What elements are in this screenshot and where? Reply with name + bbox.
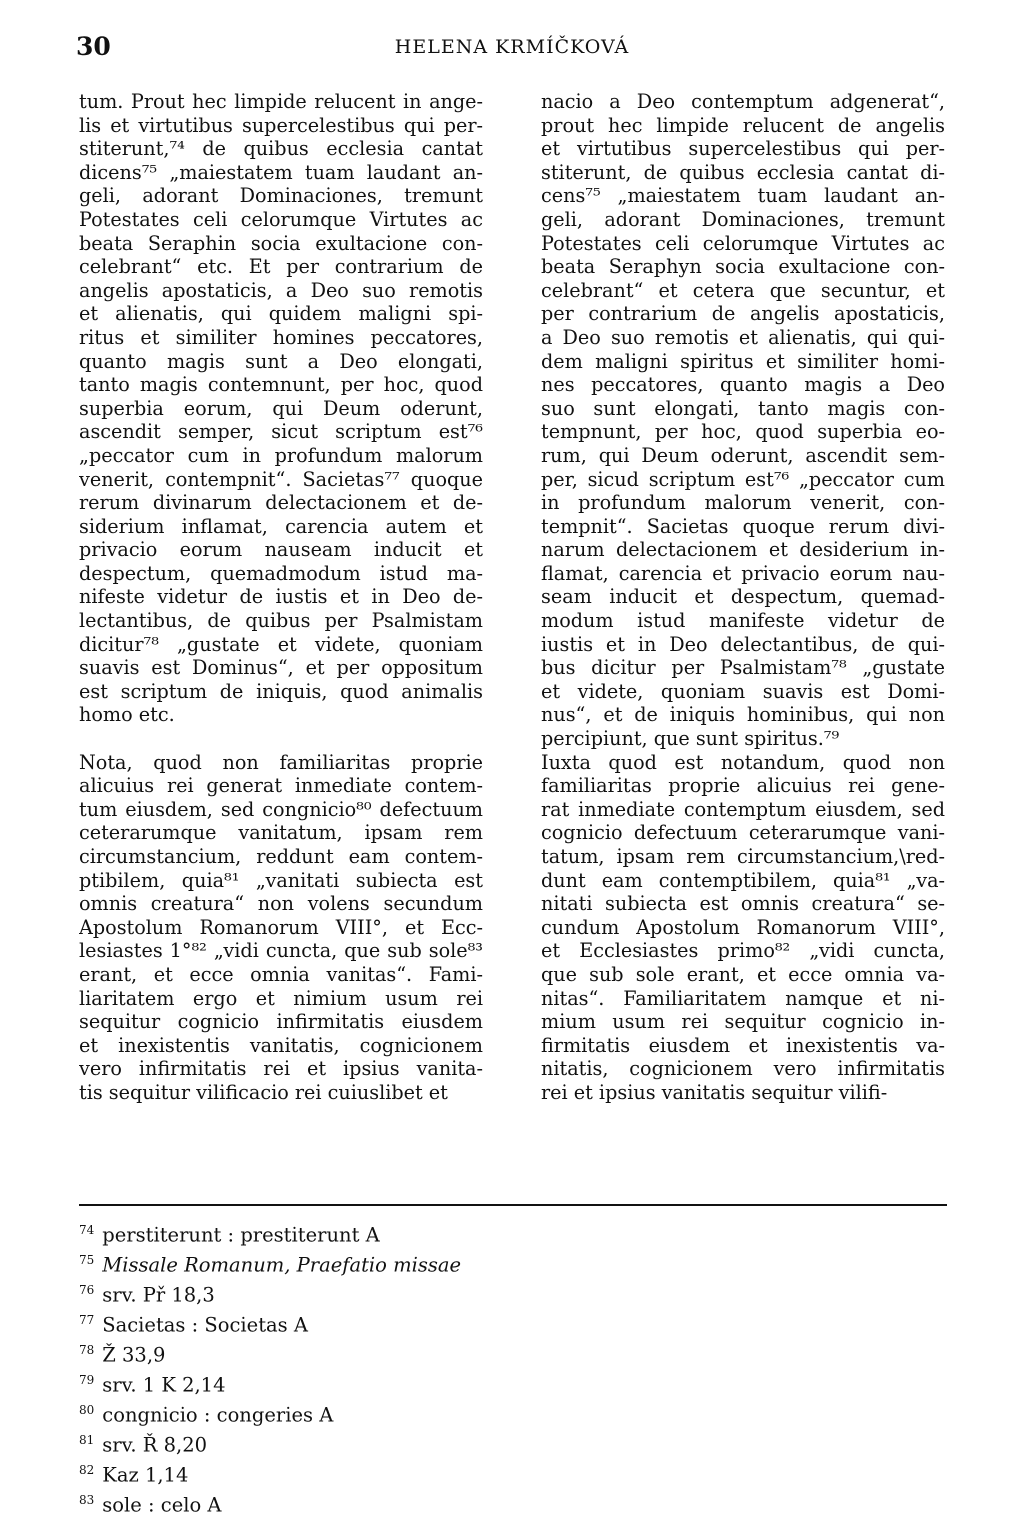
text-line: cundum Apostolum Romanorum VIII°, [541,915,945,939]
text-line: angelis apostaticis, a Deo suo remotis [79,278,483,302]
right-column [541,90,945,1105]
footnote-number: 83 [79,1493,95,1507]
text-line: lesiastes 1°⁸² „vidi cuncta, que sub sole⁸³ [79,939,483,963]
footnote-text: srv. Př 18,3 [102,1283,215,1307]
footnote-text: perstiterunt : prestiterunt A [102,1223,380,1247]
footnote [79,1338,461,1368]
text-line: venerit, contempnit“. Sacietas⁷⁷ quoque [79,467,483,491]
text-line: Nota, quod non familiaritas proprie [79,750,483,774]
text-line: mium usum rei sequitur cognicio in- [541,1010,945,1034]
text-line: per contrarium de angelis apostaticis, [541,302,945,326]
footnote-text: congnicio : congeries A [102,1403,334,1427]
text-line: ascendit semper, sicut scriptum est⁷⁶ [79,420,483,444]
text-line: beata Seraphin socia exultacione con- [79,231,483,255]
text-line: Iuxta quod est notandum, quod non [541,750,945,774]
footnote [79,1428,461,1458]
footnote-number: 78 [79,1343,95,1357]
text-line: erant, et ecce omnia vanitas“. Fami- [79,962,483,986]
text-line: nifeste videtur de iustis et in Deo de- [79,585,483,609]
text-line: flamat, carencia et privacio eorum nau- [541,561,945,585]
text-line: et virtutibus supercelestibus qui per- [541,137,945,161]
text-line: per, sicud scriptum est⁷⁶ „peccator cum [541,467,945,491]
text-line: privacio eorum nauseam inducit et [79,538,483,562]
text-line: tempnit“. Sacietas quoque rerum divi- [541,514,945,538]
text-line: Potestates celi celorumque Virtutes ac [541,231,945,255]
text-line: quanto magis sunt a Deo elongati, [79,349,483,373]
text-line: nitas“. Familiaritatem namque et ni- [541,986,945,1010]
text-line: liaritatem ergo et nimium usum rei [79,986,483,1010]
text-line: et videte, quoniam suavis est Domi- [541,679,945,703]
text-line: ceterarumque vanitatum, ipsam rem [79,821,483,845]
footnote [79,1488,461,1518]
footnote [79,1308,461,1338]
text-line: dicitur⁷⁸ „gustate et videte, quoniam [79,632,483,656]
text-line: firmitatis eiusdem et inexistentis va- [541,1033,945,1057]
text-line: narum delectacionem et desiderium in- [541,538,945,562]
text-line: tum eiusdem, sed congnicio⁸⁰ defectuum [79,797,483,821]
footnote [79,1368,461,1398]
text-line: nitati subiecta est omnis creatura“ se- [541,892,945,916]
text-line: Potestates celi celorumque Virtutes ac [79,207,483,231]
text-line: stiterunt, de quibus ecclesia cantat di- [541,160,945,184]
text-line: rerum divinarum delectacionem et de- [79,491,483,515]
text-line: nes peccatores, quanto magis a Deo [541,373,945,397]
text-line: iustis et in Deo delectantibus, de qui- [541,632,945,656]
right-paragraph-1 [541,90,945,751]
footnote-rule [79,1204,947,1206]
text-line: nus“, et de iniquis hominibus, qui non [541,703,945,727]
text-line: celebrant“ etc. Et per contrarium de [79,255,483,279]
footnote-number: 76 [79,1283,95,1297]
text-line: lis et virtutibus supercelestibus qui per- [79,113,483,137]
text-line: dunt eam contemptibilem, quia⁸¹ „va- [541,868,945,892]
page-number: 30 [76,32,111,61]
text-line: prout hec limpide relucent de angelis [541,113,945,137]
text-line: lectantibus, de quibus per Psalmistam [79,609,483,633]
text-line: suavis est Dominus“, et per oppositum [79,656,483,680]
footnote-number: 74 [79,1223,95,1237]
footnote-number: 80 [79,1403,95,1417]
text-line: rat inmediate contemptum eiusdem, sed [541,797,945,821]
footnotes [79,1218,461,1518]
text-line: cognicio defectuum ceterarumque vani- [541,821,945,845]
footnote-number: 77 [79,1313,95,1327]
text-line: dicens⁷⁵ „maiestatem tuam laudant an- [79,160,483,184]
text-line: ritus et similiter homines peccatores, [79,325,483,349]
text-line: celebrant“ et cetera que secuntur, et [541,278,945,302]
footnote-text: srv. Ř 8,20 [102,1433,208,1457]
text-line: tis sequitur vilificacio rei cuiuslibet et [79,1080,448,1104]
text-line: in profundum malorum venerit, con- [541,491,945,515]
text-line: a Deo suo remotis et alienatis, qui qui- [541,325,945,349]
footnote [79,1218,461,1248]
footnote-number: 82 [79,1463,95,1477]
text-line: alicuius rei generat inmediate contem- [79,774,483,798]
text-line: percipiunt, que sunt spiritus.⁷⁹ [541,727,840,751]
text-line: dem maligni spiritus et similiter homi- [541,349,945,373]
text-line: cens⁷⁵ „maiestatem tuam laudant an- [541,184,945,208]
text-line: stiterunt,⁷⁴ de quibus ecclesia cantat [79,137,483,161]
text-line: nacio a Deo contemptum adgenerat“, [541,90,945,113]
right-paragraph-2 [541,751,945,1105]
text-line: beata Seraphyn socia exultacione con- [541,255,945,279]
text-line: modum istud manifeste videtur de [541,609,945,633]
text-line: bus dicitur per Psalmistam⁷⁸ „gustate [541,656,945,680]
footnote-number: 81 [79,1433,95,1447]
text-line: et Ecclesiastes primo⁸² „vidi cuncta, [541,939,945,963]
text-line: circumstancium, reddunt eam contem- [79,845,483,868]
text-line: que sub sole erant, et ecce omnia va- [541,962,945,986]
footnote-text: sole : celo A [102,1493,222,1517]
footnote-text: Sacietas : Societas A [102,1313,308,1337]
text-line: rum, qui Deum oderunt, ascendit sem- [541,443,945,467]
footnote-text: Kaz 1,14 [102,1463,189,1487]
text-line: vero infirmitatis rei et ipsius vanita- [79,1057,483,1081]
left-paragraph-1 [79,90,483,727]
text-line: nitatis, cognicionem vero infirmitatis [541,1057,945,1081]
text-line: despectum, quemadmodum istud ma- [79,561,483,585]
text-line: est scriptum de iniquis, quod animalis [79,679,483,703]
footnote-text: Missale Romanum, Praefatio missae [102,1253,462,1277]
text-line: tanto magis contemnunt, per hoc, quod [79,373,483,397]
text-line: et inexistentis vanitatis, cognicionem [79,1033,483,1057]
text-line: tum. Prout hec limpide relucent in ange- [79,90,483,113]
text-line: omnis creatura“ non volens secundum [79,892,483,916]
text-line: siderium inflamat, carencia autem et [79,514,483,538]
footnote-text: srv. 1 K 2,14 [102,1373,226,1397]
text-line: sequitur cognicio infirmitatis eiusdem [79,1010,483,1034]
left-column [79,90,483,1105]
text-line: tatum, ipsam rem circumstancium,\red- [541,845,945,868]
paragraph-gap [79,727,483,751]
left-paragraph-2 [79,751,483,1105]
text-line: et alienatis, qui quidem maligni spi- [79,302,483,326]
footnote [79,1398,461,1428]
text-line: suo sunt elongati, tanto magis con- [541,396,945,420]
footnote [79,1458,461,1488]
footnote [79,1248,461,1278]
text-line: geli, adorant Dominaciones, tremunt [541,207,945,231]
text-line: seam inducit et despectum, quemad- [541,585,945,609]
text-line: rei et ipsius vanitatis sequitur vilifi- [541,1080,888,1104]
footnote-number: 75 [79,1253,95,1267]
text-line: familiaritas proprie alicuius rei gene- [541,774,945,798]
text-line: ptibilem, quia⁸¹ „vanitati subiecta est [79,868,483,892]
text-line: tempnunt, per hoc, quod superbia eo- [541,420,945,444]
text-line: geli, adorant Dominaciones, tremunt [79,184,483,208]
footnote-text: Ž 33,9 [102,1343,166,1367]
text-line: Apostolum Romanorum VIII°, et Ecc- [79,915,483,939]
text-line: superbia eorum, qui Deum oderunt, [79,396,483,420]
footnote [79,1278,461,1308]
footnote-number: 79 [79,1373,95,1387]
text-line: „peccator cum in profundum malorum [79,443,483,467]
running-title: HELENA KRMÍČKOVÁ [394,36,630,58]
text-line: homo etc. [79,703,175,727]
